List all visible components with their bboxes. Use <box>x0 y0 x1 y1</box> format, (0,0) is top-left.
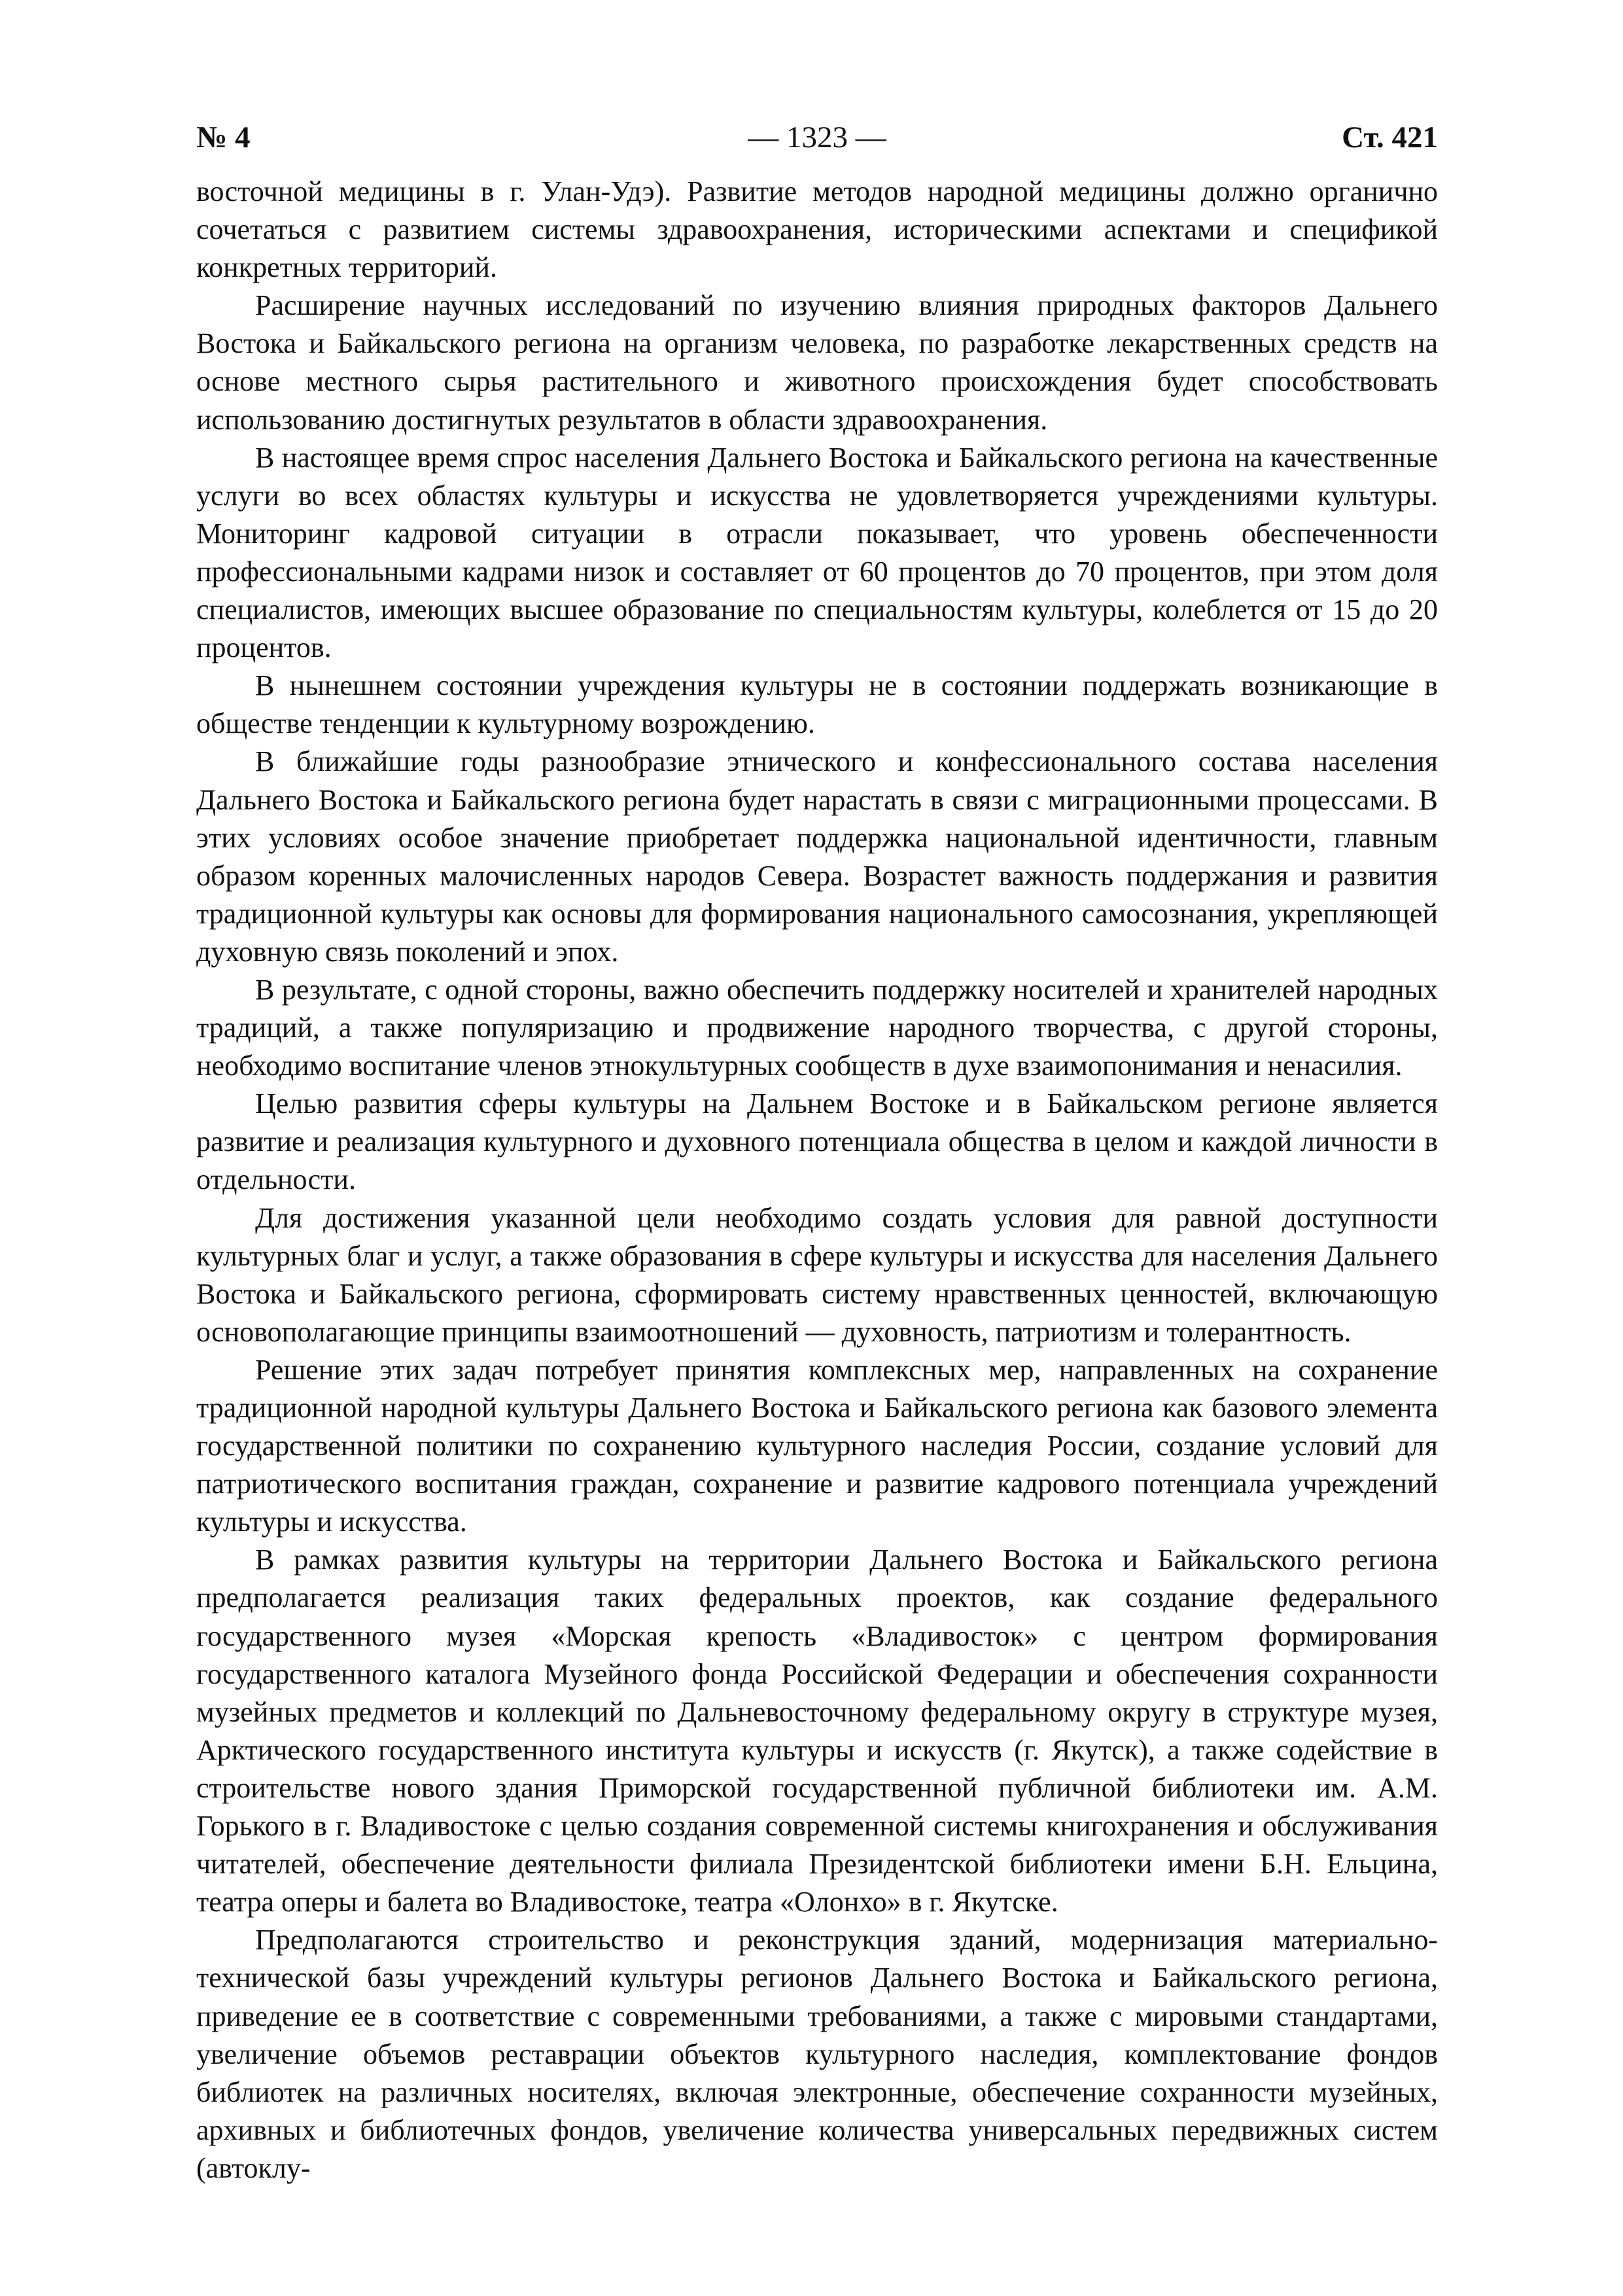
paragraph: Решение этих задач потребует принятия комплексных мер, направленных на сохранение традиционной народной культуры Дальнего Востока и Байкальского региона как базового элемента государственной политики по сохранению культурного наследия России, создание условий для патриотического воспитания граждан, сохранение и развитие кадрового потенциала учреждений культуры и искусства. <box>196 1353 1438 1538</box>
paragraph: Предполагаются строительство и реконструкция зданий, модернизация материально-технической базы учреждений культуры регионов Дальнего Востока и Байкальского региона, приведение ее в соответствие с современными требованиями, а также с мировыми стандартами, увеличение объемов реставрации объектов культурного наследия, комплектование фондов библиотек на различных носителях, включая электронные, обеспечение сохранности музейных, архивных и библиотечных фондов, увеличение количества универсальных передвижных систем (автоклу- <box>196 1924 1438 2184</box>
paragraph: В результате, с одной стороны, важно обеспечить поддержку носителей и хранителей народных традиций, а также популяризацию и продвижение народного творчества, с другой стороны, необходимо воспитание членов этнокультурных сообществ в духе взаимопонимания и ненасилия. <box>196 973 1438 1082</box>
paragraph: Расширение научных исследований по изучению влияния природных факторов Дальнего Востока и Байкальского региона на организм человека, по разработке лекарственных средств на основе местного сырья растительного и животного происхождения будет способствовать использованию достигнутых результатов в области здравоохранения. <box>196 289 1438 436</box>
document-body <box>196 173 1438 2187</box>
document-page <box>196 116 1438 2187</box>
paragraph: В нынешнем состоянии учреждения культуры не в состоянии поддержать возникающие в обществе тенденции к культурному возрождению. <box>196 669 1438 740</box>
paragraph: Для достижения указанной цели необходимо создать условия для равной доступности культурных благ и услуг, а также образования в сфере культуры и искусства для населения Дальнего Востока и Байкальского региона, сформировать систему нравственных ценностей, включающую основополагающие принципы взаимоотношений — духовность, патриотизм и толерантность. <box>196 1201 1438 1348</box>
issue-number: № 4 <box>196 120 251 154</box>
paragraph: В рамках развития культуры на территории Дальнего Востока и Байкальского региона предполагается реализация таких федеральных проектов, как создание федерального государственного музея «Морская крепость «Владивосток» с центром формирования государственного каталога Музейного фонда Российской Федерации и обеспечения сохранности музейных предметов и коллекций по Дальневосточному федеральному округу в структуре музея, Арктического государственного института культуры и искусств (г. Якутск), а также содействие в строительстве нового здания Приморской государственной публичной библиотеки им. А.М. Горького в г. Владивостоке с целью создания современной системы книгохранения и обслуживания читателей, обеспечение деятельности филиала Президентской библиотеки имени Б.Н. Ельцина, театра оперы и балета во Владивостоке, театра «Олонхо» в г. Якутске. <box>196 1544 1438 1918</box>
paragraph: В настоящее время спрос населения Дальнего Востока и Байкальского региона на качественные услуги во всех областях культуры и искусства не удовлетворяется учреждениями культуры. Мониторинг кадровой ситуации в отрасли показывает, что уровень обеспеченности профессиональными кадрами низок и составляет от 60 процентов до 70 процентов, при этом доля специалистов, имеющих высшее образование по специальностям культуры, колеблется от 15 до 20 процентов. <box>196 441 1438 664</box>
paragraph-continued: восточной медицины в г. Улан-Удэ). Развитие методов народной медицины должно органично сочетаться с развитием системы здравоохранения, историческими аспектами и спецификой конкретных территорий. <box>196 175 1438 284</box>
page-header <box>196 116 1438 158</box>
paragraph: В ближайшие годы разнообразие этнического и конфессионального состава населения Дальнего Востока и Байкальского региона будет нарастать в связи с миграционными процессами. В этих условиях особое значение приобретает поддержка национальной идентичности, главным образом коренных малочисленных народов Севера. Возрастет важность поддержания и развития традиционной культуры как основы для формирования национального самосознания, укрепляющей духовную связь поколений и эпох. <box>196 745 1438 968</box>
paragraph: Целью развития сферы культуры на Дальнем Востоке и в Байкальском регионе является развитие и реализация культурного и духовного потенциала общества в целом и каждой личности в отдельности. <box>196 1087 1438 1196</box>
article-number: Ст. 421 <box>1342 120 1438 154</box>
page-number: — 1323 — <box>748 120 886 154</box>
